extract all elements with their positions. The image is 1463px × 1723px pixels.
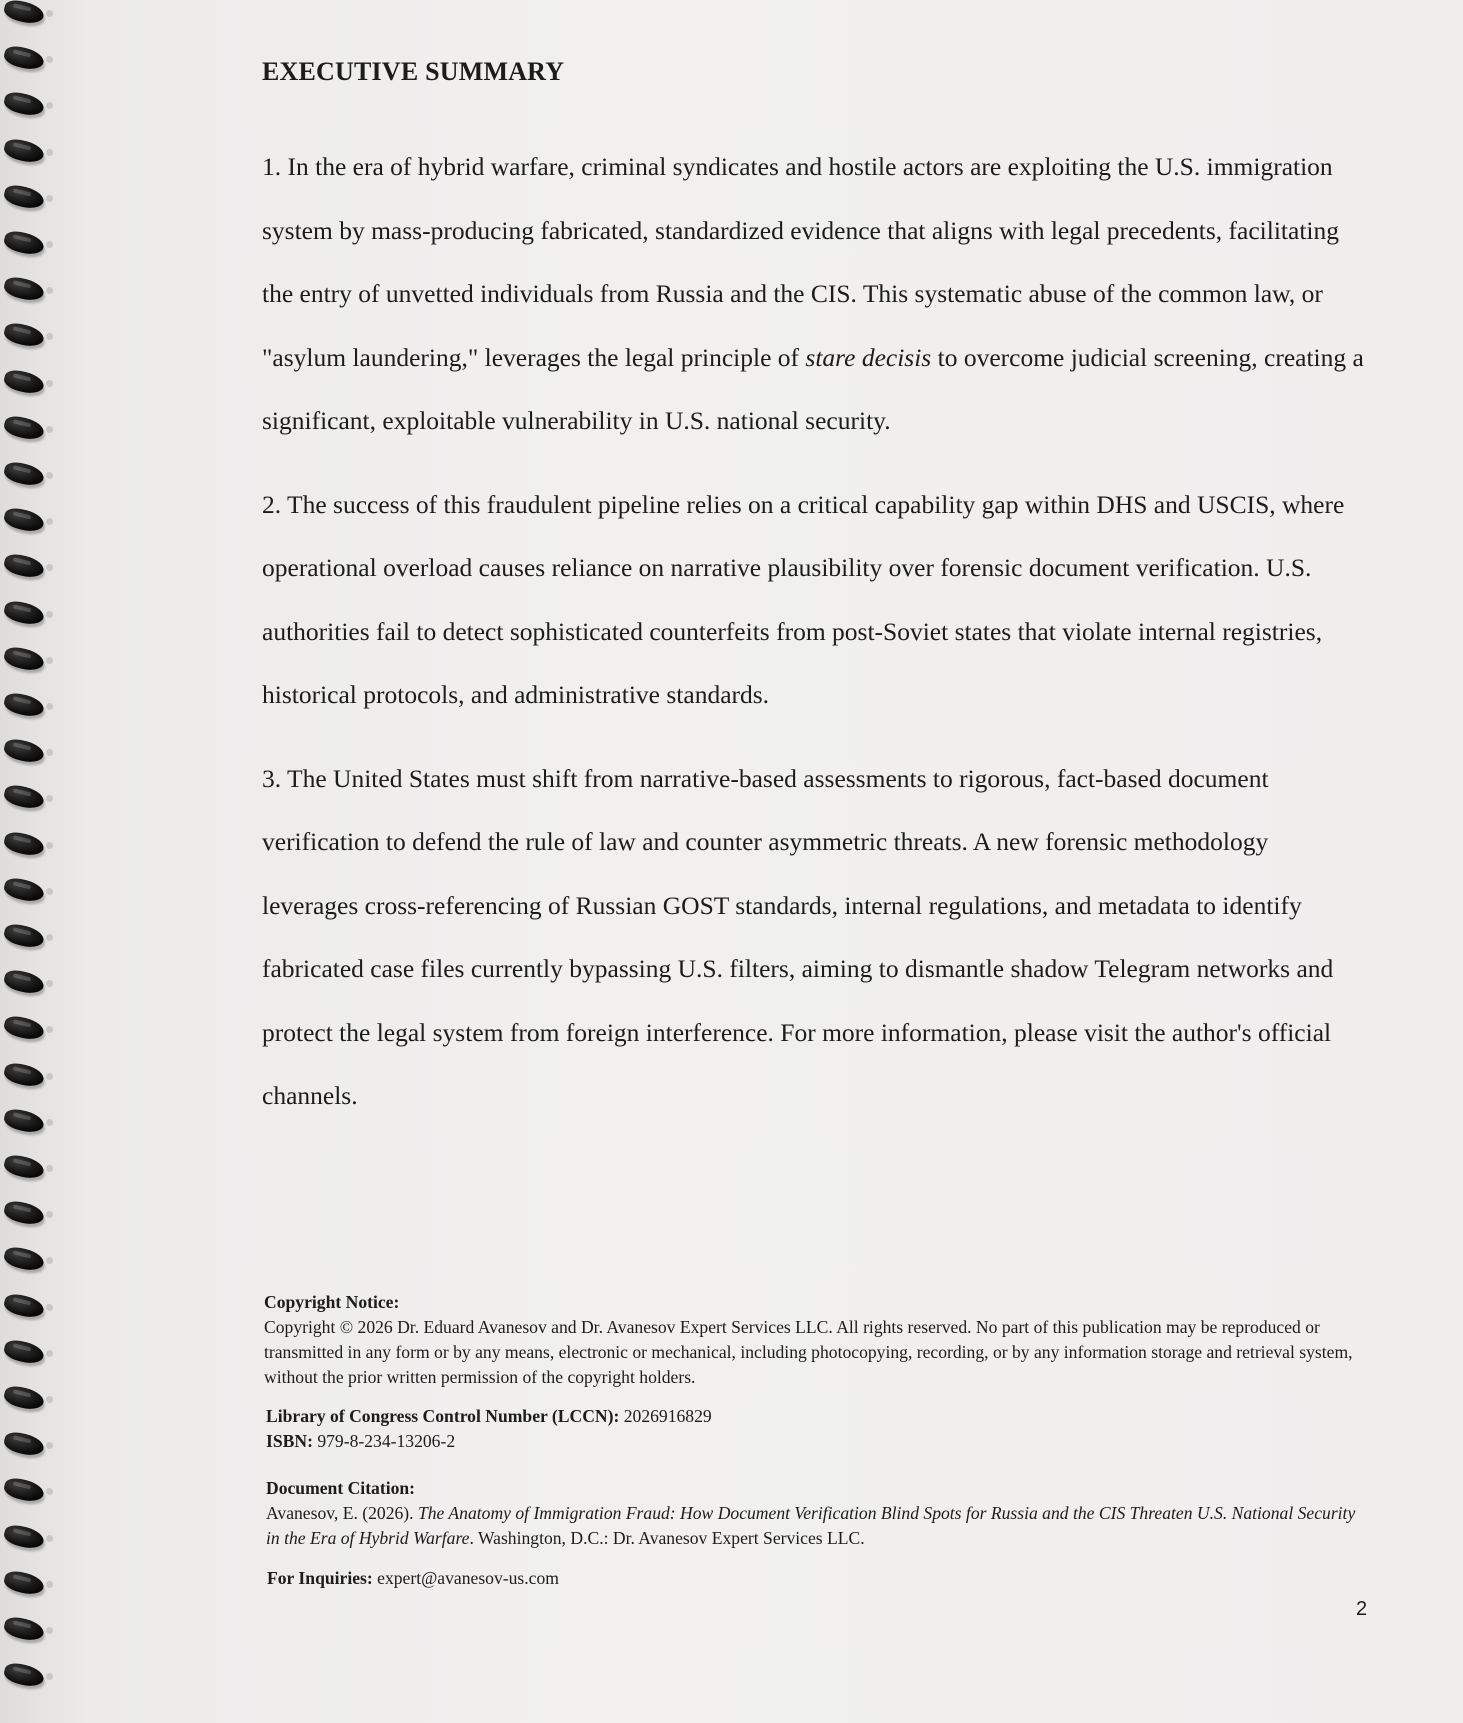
spiral-binding-coil-icon xyxy=(2,1522,46,1551)
binding-hole xyxy=(46,195,53,202)
spiral-binding-coil-icon xyxy=(2,1337,46,1366)
spiral-binding-coil-icon xyxy=(2,829,46,858)
citation-suffix: . Washington, D.C.: Dr. Avanesov Expert Services LLC. xyxy=(469,1528,865,1548)
binding-hole xyxy=(46,703,53,710)
binding-hole xyxy=(46,611,53,618)
citation-text xyxy=(266,1501,1371,1551)
lccn-label: Library of Congress Control Number (LCCN): xyxy=(266,1406,620,1426)
binding-hole xyxy=(46,1026,53,1033)
binding-hole xyxy=(46,241,53,248)
spiral-binding-coil-icon xyxy=(2,182,46,211)
binding-hole xyxy=(46,102,53,109)
spiral-binding-coil-icon xyxy=(2,1430,46,1459)
spiral-binding-coil-icon xyxy=(2,737,46,766)
citation-prefix: Avanesov, E. (2026). xyxy=(266,1503,418,1523)
spiral-binding-coil-icon xyxy=(2,1014,46,1043)
binding-hole xyxy=(46,333,53,340)
binding-hole xyxy=(46,564,53,571)
spiral-binding-coil-icon xyxy=(2,0,46,27)
inquiries xyxy=(267,1566,1367,1591)
binding-hole xyxy=(46,1396,53,1403)
summary-paragraph-2: 2. The success of this fraudulent pipeline relies on a critical capability gap within DHS and USCIS, where operational overload causes reliance on narrative plausibility over forensic document verification. U.S. authorities fail to detect sophisticated counterfeits from post-Soviet states that violate internal registries, historical protocols, and administrative standards. xyxy=(262,489,1345,709)
binding-hole xyxy=(46,56,53,63)
citation-title: The Anatomy of Immigration Fraud: How Document Verification Blind Spots for Russia and the CIS Threaten U.S. National Security in the Era of Hybrid Warfare xyxy=(266,1503,1356,1548)
binding-hole xyxy=(46,842,53,849)
lccn-value: 2026916829 xyxy=(619,1406,712,1426)
isbn-value: 979-8-234-13206-2 xyxy=(312,1431,456,1451)
inquiries-email: expert@avanesov-us.com xyxy=(372,1568,559,1588)
binding-hole xyxy=(46,287,53,294)
summary-paragraph-1 xyxy=(262,135,1367,453)
binding-hole xyxy=(46,1673,53,1680)
main-content xyxy=(262,52,1367,1128)
binding-hole xyxy=(46,980,53,987)
copyright-notice xyxy=(264,1290,1374,1390)
page-title: EXECUTIVE SUMMARY xyxy=(262,57,565,86)
binding-hole xyxy=(46,426,53,433)
spiral-binding-coil-icon xyxy=(2,506,46,535)
paragraph-1-text-start: 1. In the era of hybrid warfare, criminal syndicates and hostile actors are exploiting the U.S. immigration system by mass-producing fabricated, standardized evidence that aligns with legal precedents, facilitating the entry of unvetted individuals from Russia and the CIS. This systematic abuse of the common law, or "asylum laundering," leverages the legal principle of xyxy=(262,152,1340,372)
spiral-binding-coil-icon xyxy=(2,228,46,257)
binding-hole xyxy=(46,1165,53,1172)
spiral-binding-coil-icon xyxy=(2,1060,46,1089)
binding-hole xyxy=(46,149,53,156)
binding-hole xyxy=(46,888,53,895)
spiral-binding-coil-icon xyxy=(2,367,46,396)
spiral-binding-coil-icon xyxy=(2,1106,46,1135)
spiral-binding-coil-icon xyxy=(2,598,46,627)
binding-hole xyxy=(46,1073,53,1080)
binding-hole xyxy=(46,1257,53,1264)
spiral-binding-coil-icon xyxy=(2,90,46,119)
binding-hole xyxy=(46,1304,53,1311)
citation-heading: Document Citation: xyxy=(266,1478,416,1498)
lccn-line xyxy=(266,1404,1366,1429)
spiral-binding-coil-icon xyxy=(2,413,46,442)
copyright-heading: Copyright Notice: xyxy=(264,1292,400,1312)
binding-hole xyxy=(46,795,53,802)
spiral-binding-coil-icon xyxy=(2,875,46,904)
spiral-binding-coil-icon xyxy=(2,1291,46,1320)
spiral-binding-coil-icon xyxy=(2,644,46,673)
binding-hole xyxy=(46,749,53,756)
spiral-binding-coil-icon xyxy=(2,136,46,165)
spiral-binding-coil-icon xyxy=(2,1614,46,1643)
spiral-binding-coil-icon xyxy=(2,552,46,581)
inquiries-label: For Inquiries: xyxy=(267,1568,373,1588)
copyright-text: Copyright © 2026 Dr. Eduard Avanesov and Dr. Avanesov Expert Services LLC. All rights reserved. No part of this publication may be reproduced or transmitted in any form or by any means, electronic or mechanical, including photocopying, recording, or by any information storage and retrieval system, without the prior written permission of the copyright holders. xyxy=(264,1317,1353,1387)
spiral-binding xyxy=(0,0,56,1723)
paragraph-1-emphasis: stare decisis xyxy=(805,342,932,372)
spiral-binding-coil-icon xyxy=(2,1245,46,1274)
spiral-binding-coil-icon xyxy=(2,1383,46,1412)
binding-hole xyxy=(46,657,53,664)
binding-hole xyxy=(46,1211,53,1218)
spiral-binding-coil-icon xyxy=(2,459,46,488)
spiral-binding-coil-icon xyxy=(2,1568,46,1597)
spiral-binding-coil-icon xyxy=(2,1661,46,1690)
spiral-binding-coil-icon xyxy=(2,968,46,997)
spiral-binding-coil-icon xyxy=(2,1199,46,1228)
binding-hole xyxy=(46,1442,53,1449)
spiral-binding-coil-icon xyxy=(2,1476,46,1505)
spiral-binding-coil-icon xyxy=(2,321,46,350)
isbn-label: ISBN: xyxy=(266,1431,313,1451)
binding-hole xyxy=(46,1350,53,1357)
binding-hole xyxy=(46,380,53,387)
binding-hole xyxy=(46,934,53,941)
binding-hole xyxy=(46,1119,53,1126)
binding-hole xyxy=(46,1627,53,1634)
spiral-binding-coil-icon xyxy=(2,1152,46,1181)
binding-hole xyxy=(46,1581,53,1588)
binding-hole xyxy=(46,518,53,525)
spiral-binding-coil-icon xyxy=(2,921,46,950)
spiral-binding-coil-icon xyxy=(2,275,46,304)
catalog-info xyxy=(266,1404,1366,1454)
document-citation xyxy=(266,1476,1371,1551)
spiral-binding-coil-icon xyxy=(2,783,46,812)
binding-hole xyxy=(46,472,53,479)
spiral-binding-coil-icon xyxy=(2,690,46,719)
binding-hole xyxy=(46,1488,53,1495)
summary-paragraph-3: 3. The United States must shift from narrative-based assessments to rigorous, fact-based document verification to defend the rule of law and counter asymmetric threats. A new forensic methodology leverages cross-referencing of Russian GOST standards, internal regulations, and metadata to identify fabricated case files currently bypassing U.S. filters, aiming to dismantle shadow Telegram networks and protect the legal system from foreign interference. For more information, please visit the author's official channels. xyxy=(262,763,1334,1110)
binding-hole xyxy=(46,10,53,17)
binding-hole xyxy=(46,1535,53,1542)
isbn-line xyxy=(266,1429,1366,1454)
paragraph-1-text-end: to overcome judicial screening, creating a significant, exploitable vulnerability in U.S. national security. xyxy=(262,342,1364,435)
spiral-binding-coil-icon xyxy=(2,44,46,73)
page-number: 2 xyxy=(1356,1598,1368,1620)
